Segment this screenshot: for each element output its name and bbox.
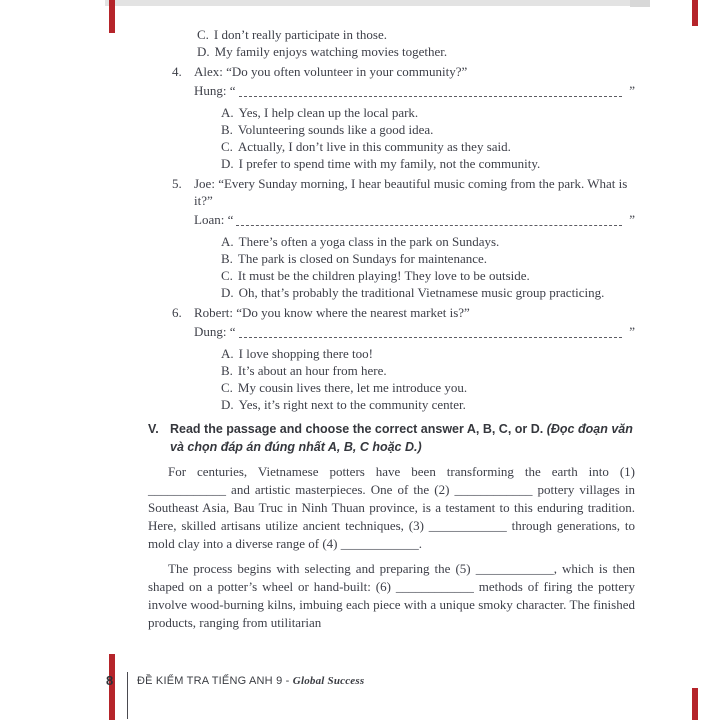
red-cover-mark-bottom-right xyxy=(692,688,698,720)
page-body xyxy=(148,26,635,632)
option-letter: D. xyxy=(221,156,234,171)
section-title-english: Read the passage and choose the correct answer A, B, C, or D. xyxy=(170,422,547,436)
footer-divider xyxy=(127,672,128,719)
red-cover-mark-top-right xyxy=(692,0,698,26)
option-letter: B. xyxy=(221,363,233,378)
page-photo-top-edge xyxy=(105,0,633,6)
answer-option xyxy=(221,233,635,250)
option-letter: A. xyxy=(221,346,234,361)
option-letter: B. xyxy=(221,122,233,137)
page-footer xyxy=(106,672,364,719)
question-number: 5. xyxy=(172,176,182,191)
question-number: 6. xyxy=(172,305,182,320)
option-text: My cousin lives there, let me introduce you. xyxy=(237,380,468,395)
option-text: The park is closed on Sundays for maintenance. xyxy=(237,251,488,266)
series-title-text: ĐỀ KIỂM TRA TIẾNG ANH 9 xyxy=(137,675,283,687)
red-cover-mark-top-left xyxy=(109,0,115,33)
question-number: 4. xyxy=(172,64,182,79)
answer-option xyxy=(221,155,635,172)
response-speaker: Dung: “ xyxy=(194,324,236,339)
option-letter: C. xyxy=(221,380,233,395)
options-block xyxy=(221,345,635,413)
answer-option xyxy=(221,396,635,413)
option-text: It’s about an hour from here. xyxy=(237,363,387,378)
option-text: There’s often a yoga class in the park on Sundays. xyxy=(238,234,500,249)
blank-line xyxy=(236,214,622,226)
option-letter: D. xyxy=(221,285,234,300)
section-number: V. xyxy=(148,422,159,436)
question-prompt-row xyxy=(172,175,635,209)
answer-option xyxy=(221,379,635,396)
response-row xyxy=(172,323,635,340)
option-text: I love shopping there too! xyxy=(238,346,373,361)
question-prompt: Robert: “Do you know where the nearest market is?” xyxy=(194,305,470,320)
section-heading xyxy=(148,420,635,456)
page-photo-top-edge-shadow xyxy=(630,0,650,7)
intro-options-block xyxy=(197,26,635,60)
options-block xyxy=(221,233,635,301)
blank-line xyxy=(239,85,623,97)
option-text: Actually, I don’t live in this community as they said. xyxy=(237,139,511,154)
blank-line xyxy=(239,326,623,338)
reading-passage xyxy=(148,463,635,632)
answer-option xyxy=(197,43,635,60)
answer-option xyxy=(197,26,635,43)
page-number: 8 xyxy=(106,673,114,688)
book-subtitle: Global Success xyxy=(292,675,365,687)
question-4 xyxy=(172,63,635,172)
answer-option xyxy=(221,121,635,138)
answer-option xyxy=(221,284,635,301)
answer-option xyxy=(221,250,635,267)
option-text: Yes, I help clean up the local park. xyxy=(238,105,419,120)
option-text: Yes, it’s right next to the community center. xyxy=(238,397,466,412)
option-letter: A. xyxy=(221,234,234,249)
response-speaker: Hung: “ xyxy=(194,83,236,98)
option-text: I prefer to spend time with my family, not the community. xyxy=(238,156,541,171)
close-quote: ” xyxy=(629,212,635,227)
question-prompt: Alex: “Do you often volunteer in your community?” xyxy=(194,64,468,79)
question-6 xyxy=(172,304,635,413)
option-text: Volunteering sounds like a good idea. xyxy=(237,122,434,137)
series-dash: - xyxy=(282,675,293,687)
close-quote: ” xyxy=(629,83,635,98)
question-prompt: Joe: “Every Sunday morning, I hear beautiful music coming from the park. What is it?” xyxy=(194,176,628,208)
option-letter: D. xyxy=(221,397,234,412)
options-block xyxy=(221,104,635,172)
option-text: Oh, that’s probably the traditional Vietnamese music group practicing. xyxy=(238,285,605,300)
question-prompt-row xyxy=(172,63,635,80)
book-series-title xyxy=(137,672,364,687)
option-letter: C. xyxy=(221,139,233,154)
option-text: I don’t really participate in those. xyxy=(213,27,387,42)
option-letter: A. xyxy=(221,105,234,120)
option-letter: D. xyxy=(197,44,210,59)
option-letter: B. xyxy=(221,251,233,266)
response-speaker: Loan: “ xyxy=(194,212,234,227)
option-letter: C. xyxy=(197,27,209,42)
section-title-vietnamese: (Đọc đoạn văn và chọn đáp án đúng nhất A, B, C hoặc D.) xyxy=(170,422,633,454)
response-row xyxy=(172,211,635,228)
passage-paragraph: For centuries, Vietnamese potters have been transforming the earth into (1) ____________ and artistic masterpieces. One of the (2) ____________ pottery villages in Southeast Asia, Bau Truc in Ninh Thuan province, is a testament to this enduring tradition. Here, skilled artisans utilize ancient techniques, (3) ____________ through generations, to mold clay into a diverse range of (4) ____________. xyxy=(148,464,635,551)
option-letter: C. xyxy=(221,268,233,283)
option-text: It must be the children playing! They love to be outside. xyxy=(237,268,530,283)
answer-option xyxy=(221,362,635,379)
close-quote: ” xyxy=(629,324,635,339)
question-prompt-row xyxy=(172,304,635,321)
response-row xyxy=(172,82,635,99)
passage-paragraph: The process begins with selecting and preparing the (5) ____________, which is then shaped on a potter’s wheel or hand-built: (6) ____________ methods of firing the pottery involve wood-burning kilns, imbuing each piece with a unique smoky character. The finished products, ranging from utilitarian xyxy=(148,561,635,630)
answer-option xyxy=(221,138,635,155)
option-text: My family enjoys watching movies together. xyxy=(214,44,448,59)
answer-option xyxy=(221,267,635,284)
question-5 xyxy=(172,175,635,301)
answer-option xyxy=(221,345,635,362)
answer-option xyxy=(221,104,635,121)
